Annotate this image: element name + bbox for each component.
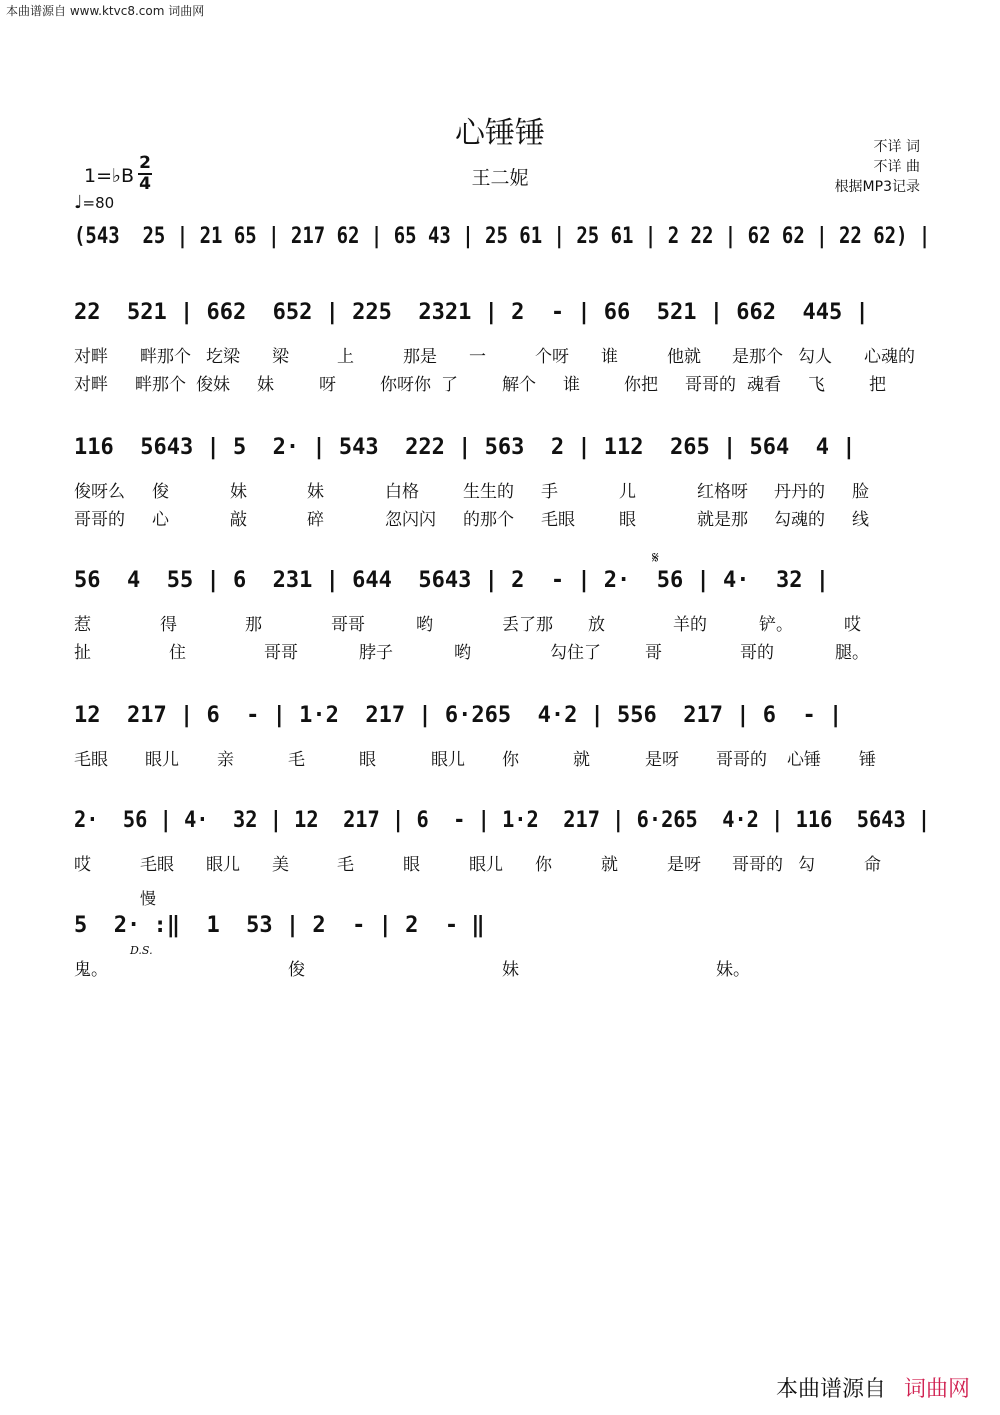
lyric-word: 线 bbox=[852, 510, 869, 530]
lyric-word: 呀 bbox=[319, 375, 336, 395]
singer-name: 王二妮 bbox=[471, 167, 529, 189]
lyric-word: 命 bbox=[864, 855, 881, 875]
lyric-word: 心 bbox=[152, 510, 169, 530]
lyric-word: 白格 bbox=[385, 482, 419, 502]
lyric-word: 腿。 bbox=[835, 643, 869, 663]
lyric-word: 得 bbox=[160, 615, 177, 635]
lyric-word: 哥哥的 bbox=[716, 750, 767, 770]
lyric-word: 哎 bbox=[844, 615, 861, 635]
tempo-mark bbox=[74, 192, 114, 213]
lyric-word: 毛 bbox=[288, 750, 305, 770]
time-signature-bottom: 4 bbox=[139, 174, 151, 194]
lyric-word: 畔那个 bbox=[140, 347, 191, 367]
lyric-word: 俊 bbox=[152, 482, 169, 502]
lyric-word: 就 bbox=[601, 855, 618, 875]
bottom-watermark-right: 词曲网 bbox=[903, 1377, 970, 1402]
lyric-word: 眼 bbox=[619, 510, 636, 530]
lyric-word: 的那个 bbox=[463, 510, 514, 530]
quarter-note-icon: ♩ bbox=[74, 192, 83, 213]
lyric-word: 脖子 bbox=[359, 643, 393, 663]
lyric-word: 鬼。 bbox=[74, 960, 108, 980]
lyric-word: 毛眼 bbox=[74, 750, 108, 770]
segno-icon: 𝄋 bbox=[652, 548, 659, 567]
notation-row: 116 5643 | 5 2· | 543 222 | 563 2 | 112 265 | 564 4 | bbox=[74, 435, 856, 460]
lyric-word: 是呀 bbox=[645, 750, 679, 770]
lyric-word: 你 bbox=[535, 855, 552, 875]
lyric-word: 哥哥 bbox=[331, 615, 365, 635]
lyricist-credit: 不详 词 bbox=[873, 139, 920, 155]
lyric-word: 哎 bbox=[74, 855, 91, 875]
lyric-word: 你把 bbox=[624, 375, 658, 395]
lyric-word: 哥的 bbox=[740, 643, 774, 663]
lyric-word: 毛眼 bbox=[140, 855, 174, 875]
lyric-word: 心锤 bbox=[787, 750, 821, 770]
lyric-word: 了 bbox=[441, 375, 458, 395]
lyric-word: 梁 bbox=[272, 347, 289, 367]
lyric-word: 畔那个 bbox=[135, 375, 186, 395]
lyric-word: 亲 bbox=[217, 750, 234, 770]
time-signature-top: 2 bbox=[139, 153, 151, 173]
time-signature bbox=[138, 154, 152, 194]
lyric-word: 勾人 bbox=[798, 347, 832, 367]
lyric-word: 那是 bbox=[403, 347, 437, 367]
lyric-word: 哥哥 bbox=[264, 643, 298, 663]
lyric-word: 敲 bbox=[230, 510, 247, 530]
tempo-value: =80 bbox=[82, 194, 115, 212]
lyric-word: 毛 bbox=[337, 855, 354, 875]
lyric-word: 勾 bbox=[798, 855, 815, 875]
lyric-word: 哥哥的 bbox=[732, 855, 783, 875]
lyric-word: 把 bbox=[869, 375, 886, 395]
lyric-word: 脸 bbox=[852, 482, 869, 502]
lyric-word: 心魂的 bbox=[864, 347, 915, 367]
lyric-word: 你呀你 bbox=[380, 375, 431, 395]
lyric-word: 铲。 bbox=[759, 615, 793, 635]
lyric-word: 俊 bbox=[288, 960, 305, 980]
lyric-word: 妹 bbox=[307, 482, 324, 502]
notation-row: 22 521 | 662 652 | 225 2321 | 2 - | 66 521 | 662 445 | bbox=[74, 300, 869, 325]
lyric-word: 就是那 bbox=[697, 510, 748, 530]
lyric-word: 你 bbox=[502, 750, 519, 770]
lyric-word: 个呀 bbox=[535, 347, 569, 367]
lyric-word: 那 bbox=[245, 615, 262, 635]
lyric-word: 妹 bbox=[502, 960, 519, 980]
transcription-credit: 根据MP3记录 bbox=[834, 179, 920, 195]
lyric-word: 是呀 bbox=[667, 855, 701, 875]
lyric-word: 儿 bbox=[619, 482, 636, 502]
lyric-word: 毛眼 bbox=[541, 510, 575, 530]
lyric-word: 哟 bbox=[416, 615, 433, 635]
lyric-word: 圪梁 bbox=[206, 347, 240, 367]
lyric-word: 妹 bbox=[230, 482, 247, 502]
song-title: 心锤锤 bbox=[455, 116, 545, 151]
lyric-word: 俊呀么 bbox=[74, 482, 125, 502]
lyric-word: 哟 bbox=[454, 643, 471, 663]
lyric-word: 一 bbox=[469, 347, 486, 367]
lyric-word: 勾住了 bbox=[550, 643, 601, 663]
lyric-word: 住 bbox=[169, 643, 186, 663]
notation-row: 5 2· :‖ 1 53 | 2 - | 2 - ‖ bbox=[74, 913, 485, 938]
lyric-word: 对畔 bbox=[74, 347, 108, 367]
notation-row: 12 217 | 6 - | 1·2 217 | 6·265 4·2 | 556 217 | 6 - | bbox=[74, 703, 843, 728]
key-signature: 1=♭B bbox=[84, 165, 135, 187]
lyric-word: 碎 bbox=[307, 510, 324, 530]
lyric-word: 眼儿 bbox=[206, 855, 240, 875]
lyric-word: 飞 bbox=[808, 375, 825, 395]
lyric-word: 解个 bbox=[502, 375, 536, 395]
lyric-word: 惹 bbox=[74, 615, 91, 635]
composer-credit: 不详 曲 bbox=[873, 159, 920, 175]
lyric-word: 对畔 bbox=[74, 375, 108, 395]
lyric-word: 哥哥的 bbox=[74, 510, 125, 530]
lyric-word: 忽闪闪 bbox=[385, 510, 436, 530]
lyric-word: 眼儿 bbox=[469, 855, 503, 875]
lyric-word: 哥 bbox=[645, 643, 662, 663]
lyric-word: 他就 bbox=[667, 347, 701, 367]
lyric-word: 是那个 bbox=[732, 347, 783, 367]
lyric-word: 美 bbox=[272, 855, 289, 875]
lyric-word: 丹丹的 bbox=[774, 482, 825, 502]
lyric-word: 哥哥的 bbox=[685, 375, 736, 395]
lyric-word: 妹。 bbox=[716, 960, 750, 980]
tempo-slow-mark: 慢 bbox=[140, 889, 157, 908]
lyric-word: 扯 bbox=[74, 643, 91, 663]
bottom-watermark-left: 本曲谱源自 bbox=[775, 1377, 886, 1402]
lyric-word: 勾魂的 bbox=[774, 510, 825, 530]
lyric-word: 上 bbox=[337, 347, 354, 367]
lyric-word: 放 bbox=[588, 615, 605, 635]
lyric-word: 眼 bbox=[403, 855, 420, 875]
credits bbox=[835, 137, 920, 197]
lyric-word: 手 bbox=[541, 482, 558, 502]
notation-row: 56 4 55 | 6 231 | 644 5643 | 2 - | 2· 56 | 4· 32 | bbox=[74, 568, 829, 593]
lyric-word: 谁 bbox=[601, 347, 618, 367]
notation-row: 2· 56 | 4· 32 | 12 217 | 6 - | 1·2 217 | 6·265 4·2 | 116 5643 | bbox=[74, 808, 931, 833]
lyric-word: 谁 bbox=[563, 375, 580, 395]
lyric-word: 生生的 bbox=[463, 482, 514, 502]
notation-row: (543 25 | 21 65 | 217 62 | 65 43 | 25 61 | 25 61 | 2 22 | 62 62 | 22 62) | bbox=[74, 224, 931, 249]
lyric-word: 羊的 bbox=[673, 615, 707, 635]
lyric-word: 魂看 bbox=[747, 375, 781, 395]
lyric-word: 锤 bbox=[859, 750, 876, 770]
lyric-word: 俊妹 bbox=[196, 375, 230, 395]
lyric-word: 丢了那 bbox=[502, 615, 553, 635]
ds-mark: D.S. bbox=[130, 944, 153, 957]
lyric-word: 眼儿 bbox=[145, 750, 179, 770]
top-watermark: 本曲谱源自 www.ktvc8.com 词曲网 bbox=[6, 4, 205, 18]
lyric-word: 眼儿 bbox=[431, 750, 465, 770]
lyric-word: 红格呀 bbox=[697, 482, 748, 502]
lyric-word: 就 bbox=[573, 750, 590, 770]
bottom-watermark bbox=[776, 1372, 970, 1403]
lyric-word: 眼 bbox=[359, 750, 376, 770]
lyric-word: 妹 bbox=[257, 375, 274, 395]
